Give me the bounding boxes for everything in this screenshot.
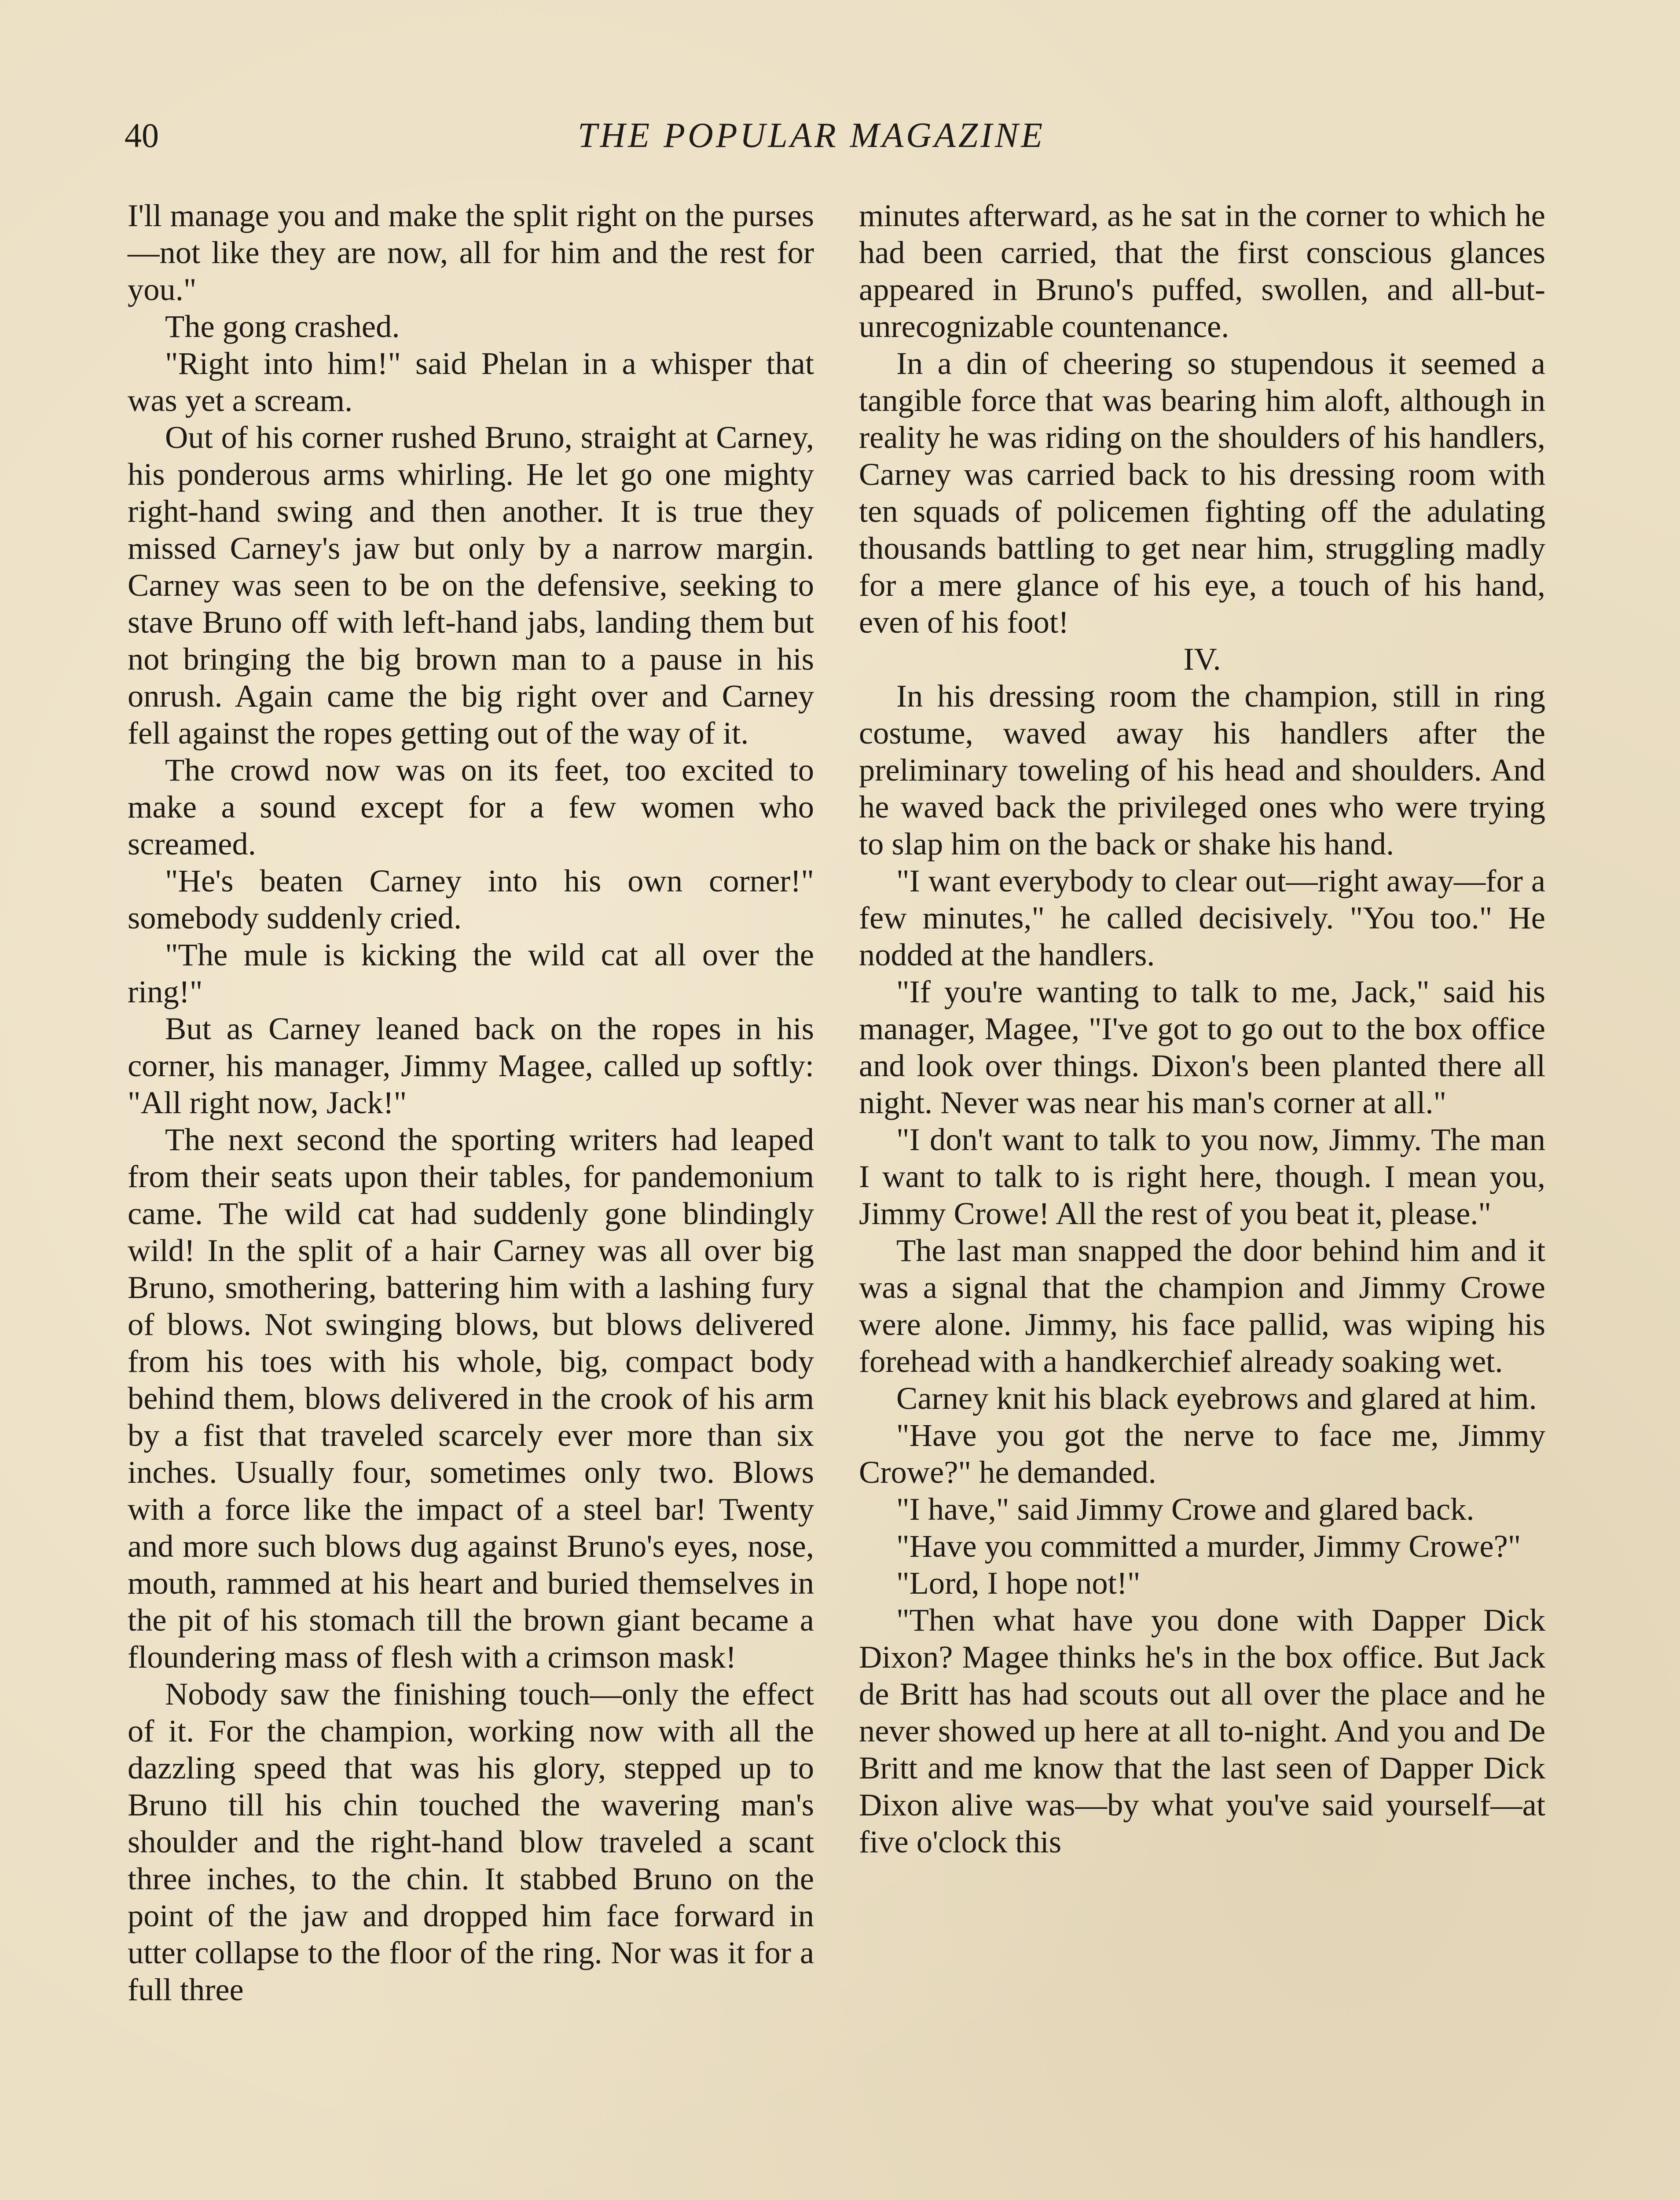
page-number: 40 xyxy=(125,116,159,154)
paragraph: Nobody saw the finishing touch—only the effect of it. For the champion, working now with all the dazzling speed that was his glory, stepped up to Bruno till his chin touched the wavering man's shoulder and the right-hand blow traveled a scant three inches, to the chin. It stabbed Bruno on the point of the jaw and dropped him face forward in utter collapse to the floor of the ring. Nor was it for a full three xyxy=(128,1676,814,2007)
right-text-column xyxy=(859,197,1545,1860)
running-title: THE POPULAR MAGAZINE xyxy=(578,116,1045,155)
paragraph: "I have," said Jimmy Crowe and glared back. xyxy=(896,1491,1475,1527)
left-text-column xyxy=(128,197,814,2008)
paragraph: "Have you got the nerve to face me, Jimmy Crowe?" he demanded. xyxy=(859,1417,1545,1490)
paragraph: "The mule is kicking the wild cat all over the ring!" xyxy=(128,937,814,1009)
paragraph: "He's beaten Carney into his own corner!" somebody suddenly cried. xyxy=(128,863,814,935)
paragraph: In his dressing room the champion, still in ring costume, waved away his handlers after the preliminary toweling of his head and shoulders. And he waved back the privileged ones who were trying to slap him on the back or shake his hand. xyxy=(859,678,1545,862)
paragraph: "I don't want to talk to you now, Jimmy. The man I want to talk to is right here, though. I mean you, Jimmy Crowe! All the rest of you beat it, please." xyxy=(859,1122,1545,1231)
paragraph: "If you're wanting to talk to me, Jack," said his manager, Magee, "I've got to go out to the box office and look over things. Dixon's been planted there all night. Never was near his man's corner at all." xyxy=(859,974,1545,1120)
paragraph: "I want everybody to clear out—right away—for a few minutes," he called decisively. "You too." He nodded at the handlers. xyxy=(859,863,1545,972)
paragraph: The next second the sporting writers had leaped from their seats upon their tables, for pandemonium came. The wild cat had suddenly gone blindingly wild! In the split of a hair Carney was all over big Bruno, smothering, battering him with a lashing fury of blows. Not swinging blows, but blows delivered from his toes with his whole, big, compact body behind them, blows delivered in the crook of his arm by a fist that traveled scarcely ever more than six inches. Usually four, sometimes only two. Blows with a force like the impact of a steel bar! Twenty and more such blows dug against Bruno's eyes, nose, mouth, rammed at his heart and buried themselves in the pit of his stomach till the brown giant became a floundering mass of flesh with a crimson mask! xyxy=(128,1122,814,1675)
paragraph: The last man snapped the door behind him and it was a signal that the champion and Jimmy Crowe were alone. Jimmy, his face pallid, was wiping his forehead with a handkerchief already soaking wet. xyxy=(859,1232,1545,1379)
paragraph: But as Carney leaned back on the ropes in his corner, his manager, Jimmy Magee, called up softly: "All right now, Jack!" xyxy=(128,1011,814,1120)
paragraph: "Lord, I hope not!" xyxy=(896,1565,1141,1601)
paragraph: In a din of cheering so stupendous it seemed a tangible force that was bearing him aloft, although in reality he was riding on the shoulders of his handlers, Carney was carried back to his dressing room with ten squads of policemen fighting off the adulating thousands battling to get near him, struggling madly for a mere glance of his eye, a touch of his hand, even of his foot! xyxy=(859,345,1545,640)
paragraph: Carney knit his black eyebrows and glared at him. xyxy=(896,1380,1537,1416)
page-header xyxy=(125,114,1555,162)
paragraph: Out of his corner rushed Bruno, straight at Carney, his ponderous arms whirling. He let go one mighty right-hand swing and then another. It is true they missed Carney's jaw but only by a narrow margin. Carney was seen to be on the defensive, seeking to stave Bruno off with left-hand jabs, landing them but not bringing the big brown man to a pause in his onrush. Again came the big right over and Carney fell against the ropes getting out of the way of it. xyxy=(128,419,814,751)
paragraph: "Then what have you done with Dapper Dick Dixon? Magee thinks he's in the box office. But Jack de Britt has had scouts out all over the place and he never showed up here at all to-night. And you and De Britt and me know that the last seen of Dapper Dick Dixon alive was—by what you've said yourself—at five o'clock this xyxy=(859,1602,1545,1859)
section-heading: IV. xyxy=(1183,641,1221,677)
paragraph: minutes afterward, as he sat in the corner to which he had been carried, that the first conscious glances appeared in Bruno's puffed, swollen, and all-but-unrecognizable countenance. xyxy=(859,198,1545,344)
paragraph: The gong crashed. xyxy=(165,308,400,344)
paragraph: "Have you committed a murder, Jimmy Crowe?" xyxy=(896,1528,1521,1564)
paragraph: I'll manage you and make the split right on the purses—not like they are now, all for him and the rest for you." xyxy=(128,198,814,307)
paragraph: "Right into him!" said Phelan in a whisper that was yet a scream. xyxy=(128,345,814,418)
paragraph: The crowd now was on its feet, too excited to make a sound except for a few women who screamed. xyxy=(128,752,814,862)
